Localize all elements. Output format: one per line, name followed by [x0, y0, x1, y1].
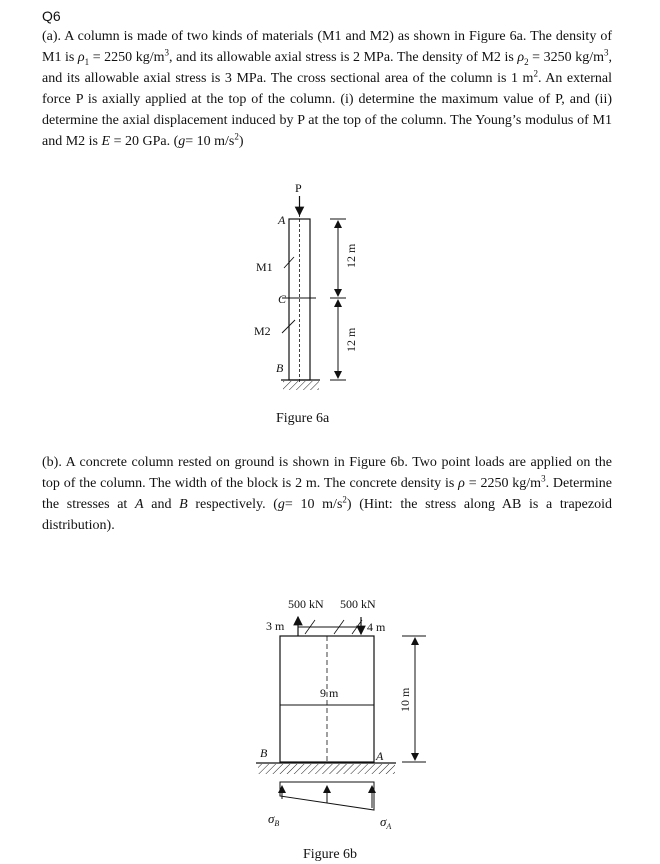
- point-b-label-6b: B: [260, 746, 268, 760]
- width-dim-label: 9 m: [320, 686, 339, 700]
- point-a-label-6b: A: [376, 749, 384, 763]
- part-a-text: (a). A column is made of two kinds of materials (M1 and M2) as shown in Figure 6a. The density of M1 is $\rho_1 = 2250$ $kg/m^3$, and its allowable axial stress is 2 MPa. The density of M2 is $\rho_2 = 3250$ $kg/m^3$, and its allowable axial stress is 3 MPa. The cross sectional area of the column is 1 $m^2$. An external force P is axially applied at the top of the column. (i) determine the maximum value of P, and (ii) determine the axial displacement induced by P at the top of the column. The Young’s modulus of M1 and M2 is E = 20 GPa. (g= 10 $m/s^2$): [42, 29, 612, 149]
- part-b-text: (b). A concrete column rested on ground is shown in Figure 6b. Two point loads are applied on the top of the column. The width of the block is 2 m. The concrete density is ρ = 2250 $kg/m^3$. Determine the stresses at A and B respectively. (g= 10 $m/s^2$) (Hint: the stress along AB is a trapezoid distribution).: [42, 455, 612, 533]
- offset-right-label: 4 m: [367, 620, 386, 634]
- point-b-label: B: [276, 361, 284, 375]
- offset-left-label: 3 m: [266, 619, 285, 633]
- load-2-label: 500 kN: [340, 597, 376, 611]
- point-a-label: A: [278, 213, 286, 227]
- point-c-label: C: [278, 292, 287, 306]
- sigma-a-label: $\sigma_A$: [380, 814, 392, 831]
- ground-6b: [258, 764, 395, 774]
- ground-6a: [283, 381, 319, 390]
- stress-distribution: [280, 782, 374, 810]
- concrete-block: [280, 636, 374, 762]
- dim-top-label: 12 m: [344, 243, 358, 268]
- sigma-b-label: $\sigma_B$: [268, 811, 280, 828]
- figure-6b-caption: Figure 6b: [303, 847, 358, 862]
- load-p-label: P: [295, 181, 302, 195]
- question-number: Q6: [42, 8, 61, 24]
- material-m2-label: M2: [254, 324, 271, 338]
- column-6a: [289, 219, 310, 380]
- figure-6a-caption: Figure 6a: [276, 411, 330, 426]
- height-dim-label: 10 m: [398, 687, 412, 712]
- material-m1-label: M1: [256, 260, 273, 274]
- load-1-label: 500 kN: [288, 597, 324, 611]
- dim-bottom-label: 12 m: [344, 327, 358, 352]
